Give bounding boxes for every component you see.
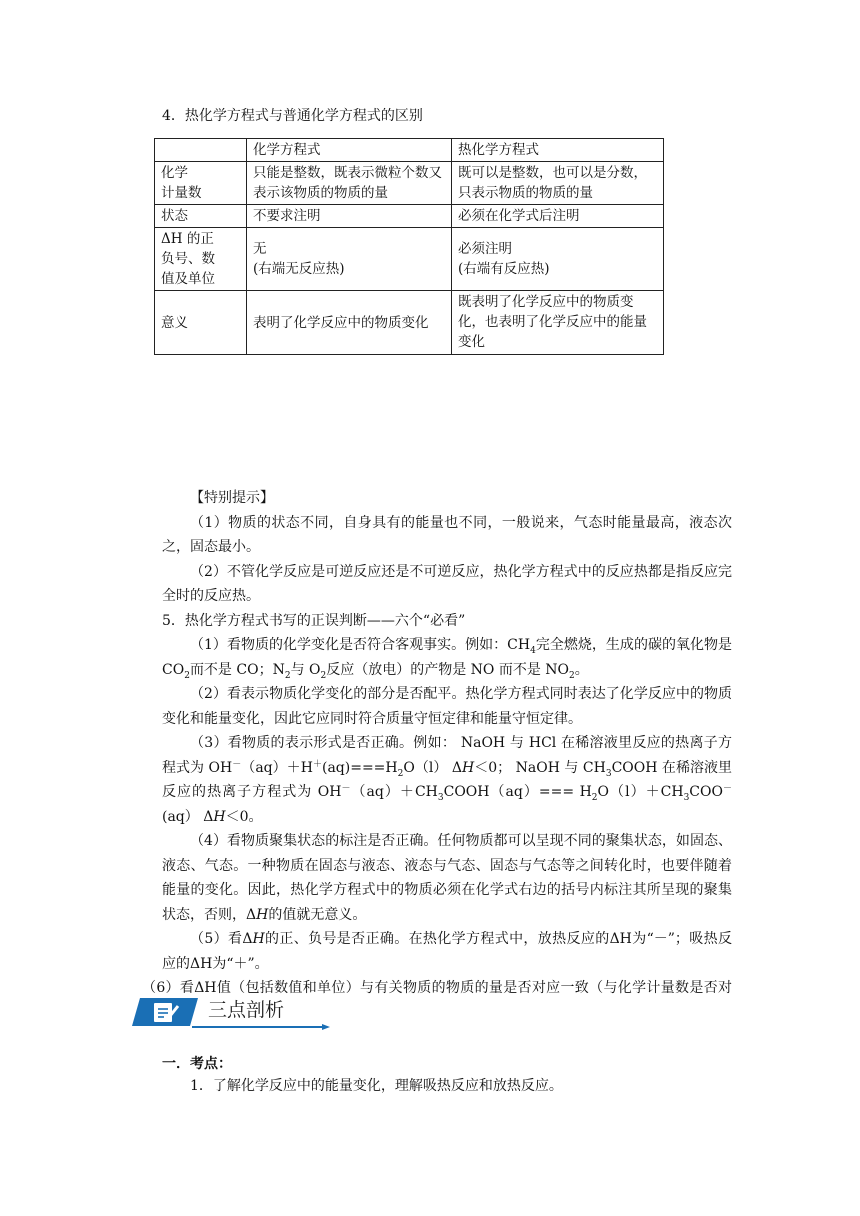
row-label: 状态 — [155, 205, 247, 228]
section-banner-title: 三点剖析 — [208, 999, 285, 1021]
tip-paragraph: （1）物质的状态不同，自身具有的能量也不同，一般说来，气态时能量最高，液态次之，固态最小。 — [162, 514, 732, 555]
thermo-cell: 既可以是整数，也可以是分数，只表示物质的物质的量 — [452, 162, 664, 205]
tip-block — [142, 486, 733, 1025]
comparison-table — [154, 138, 664, 355]
table-header-row — [155, 139, 664, 162]
chem-cell: 只能是整数，既表示微粒个数又表示该物质的物质的量 — [247, 162, 452, 205]
chem-cell: 无 (右端无反应热) — [247, 228, 452, 291]
row-label: 化学 计量数 — [155, 162, 247, 205]
section-4-title: 4．热化学方程式与普通化学方程式的区别 — [162, 108, 423, 124]
table-header-cell — [155, 139, 247, 162]
rule-paragraph: （5）看ΔH的正、负号是否正确。在热化学方程式中，放热反应的ΔH为“－”；吸热反应的ΔH为“＋”。 — [162, 931, 732, 972]
table-row — [155, 291, 664, 355]
tip-paragraph: （2）不管化学反应是可逆反应还是不可逆反应，热化学方程式中的反应热都是指反应完全时的反应热。 — [162, 563, 732, 604]
rule-paragraph: （2）看表示物质化学变化的部分是否配平。热化学方程式同时表达了化学反应中的物质变化和能量变化，因此它应同时符合质量守恒定律和能量守恒定律。 — [162, 686, 732, 727]
thermo-cell: 必须注明 (右端有反应热) — [452, 228, 664, 291]
thermo-cell: 既表明了化学反应中的物质变化，也表明了化学反应中的能量变化 — [452, 291, 664, 355]
table-header-cell: 热化学方程式 — [452, 139, 664, 162]
table-header-cell: 化学方程式 — [247, 139, 452, 162]
chem-cell: 表明了化学反应中的物质变化 — [247, 291, 452, 355]
kaodian-item: 1．了解化学反应中的能量变化，理解吸热反应和放热反应。 — [190, 1078, 563, 1094]
table-row — [155, 205, 664, 228]
rule-paragraph: （6）看ΔH值（包括数值和单位）与有关物质的物质的量是否对应一致（与化学计量数是否对 — [142, 980, 732, 996]
table-row — [155, 162, 664, 205]
kaodian-heading: 一．考点： — [162, 1056, 232, 1072]
tip-heading: 【特别提示】 — [190, 490, 274, 506]
rule-paragraph: （4）看物质聚集状态的标注是否正确。任何物质都可以呈现不同的聚集状态，如固态、液态、气态。一种物质在固态与液态、液态与气态、固态与气态等之间转化时，也要伴随着能量的变化。因此，热化学方程式中的物质必须在化学式右边的括号内标注其所呈现的聚集状态，否则，ΔH的值就无意义。 — [162, 833, 732, 923]
thermo-cell: 必须在化学式后注明 — [452, 205, 664, 228]
rule-paragraph: （1）看物质的化学变化是否符合客观事实。例如：$CH_4$完全燃烧，生成的碳的氧化物是$CO_2$而不是 CO；$N_2$与 $O_2$反应（放电）的产物是 NO 而不是 $NO_2$。 — [162, 637, 733, 681]
row-label: 意义 — [155, 291, 247, 355]
row-label: ΔH 的正 负号、数 值及单位 — [155, 228, 247, 291]
chem-cell: 不要求注明 — [247, 205, 452, 228]
section-5-title: 5．热化学方程式书写的正误判断——六个“必看” — [162, 612, 466, 629]
table-row — [155, 228, 664, 291]
rule-paragraph: （3）看物质的表示形式是否正确。例如： NaOH 与 HCl 在稀溶液里反应的热离子方程式为 $OH^-(aq)+H^+(aq)===H_2O(l)$ ΔH＜0； NaOH 与 $CH_3COOH$ 在稀溶液里反应的热离子方程式为 $OH^-(aq)+CH_3COOH(aq)=== H_2O(l)+CH_3COO^-(aq)$ ΔH＜0。 — [162, 735, 733, 825]
